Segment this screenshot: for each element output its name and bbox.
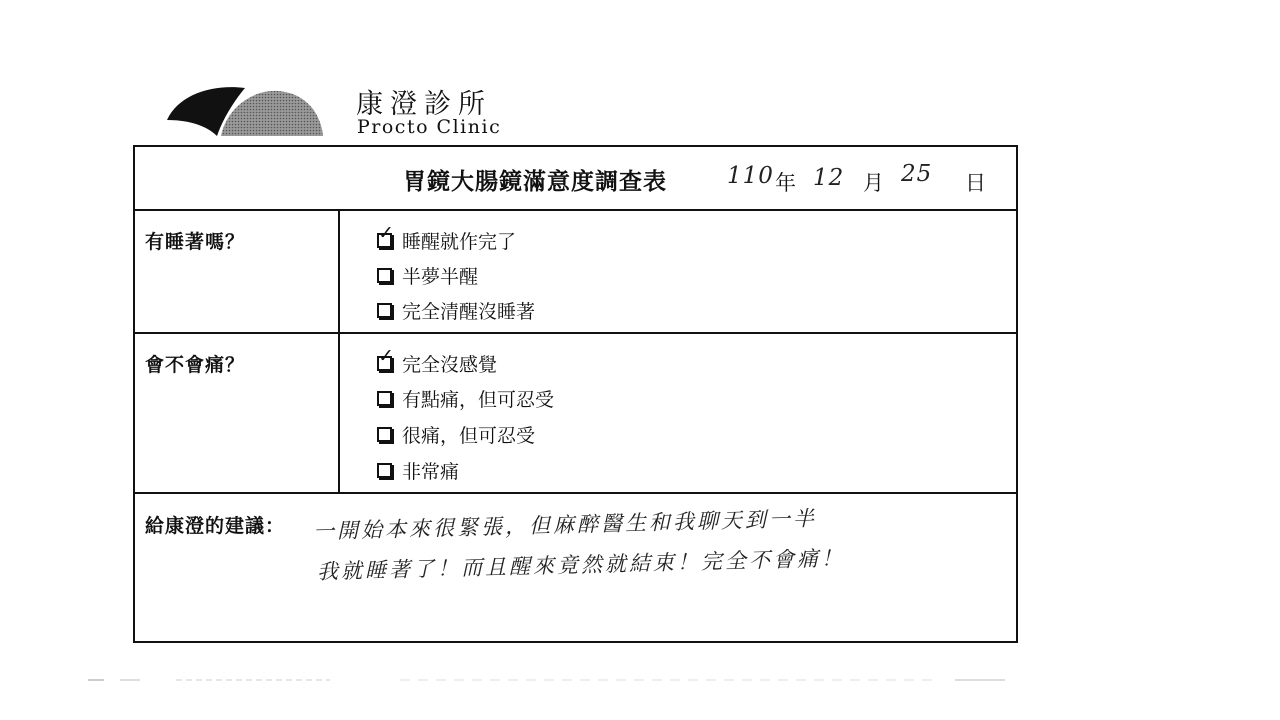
date-month[interactable]: 12 [813, 165, 845, 191]
option-label: 半夢半醒 [402, 266, 479, 288]
checkbox[interactable] [377, 303, 392, 318]
option-sleep-2[interactable] [377, 297, 535, 324]
date-year-unit: 年 [775, 171, 796, 195]
checkbox[interactable] [377, 463, 392, 478]
column-divider [338, 209, 340, 492]
option-label: 睡醒就作完了 [402, 231, 517, 253]
question-pain-label: 會不會痛？ [145, 354, 246, 376]
option-label: 完全清醒沒睡著 [402, 301, 536, 323]
option-pain-2[interactable] [377, 421, 535, 448]
checkbox[interactable] [377, 427, 392, 442]
checkbox[interactable] [377, 391, 392, 406]
date-month-unit: 月 [863, 171, 884, 195]
divider [135, 332, 1016, 334]
option-sleep-1[interactable] [377, 262, 478, 289]
divider [135, 492, 1016, 494]
clinic-logo [165, 84, 325, 140]
option-label: 有點痛，但可忍受 [402, 389, 555, 411]
date-day-unit: 日 [965, 171, 986, 195]
clinic-name-en: Procto Clinic [357, 116, 502, 138]
date-day[interactable]: 25 [901, 161, 933, 187]
option-pain-1[interactable] [377, 385, 554, 412]
suggestion-label: 給康澄的建議： [145, 515, 286, 537]
survey-form [133, 145, 1018, 643]
option-pain-3[interactable] [377, 457, 459, 484]
form-title: 胃鏡大腸鏡滿意度調查表 [403, 169, 667, 195]
checkbox[interactable] [377, 222, 394, 248]
checkbox[interactable] [377, 268, 392, 283]
date-year[interactable]: 110 [727, 163, 774, 189]
check-mark: ✓ [378, 345, 394, 367]
checkbox[interactable] [377, 345, 394, 371]
option-pain-0[interactable] [377, 345, 498, 377]
option-label: 非常痛 [402, 461, 460, 483]
question-sleep-label: 有睡著嗎？ [145, 231, 246, 253]
suggestion-line-2[interactable]: 我就睡著了！而且醒來竟然就結束！完全不會痛！ [316, 546, 846, 584]
divider [135, 209, 1016, 211]
option-label: 很痛，但可忍受 [402, 425, 536, 447]
check-mark: ✓ [378, 222, 394, 244]
scan-artifacts [0, 676, 1280, 706]
option-sleep-0[interactable] [377, 222, 517, 254]
clinic-name-zh: 康澄診所 [356, 89, 492, 120]
option-label: 完全沒感覺 [402, 354, 498, 376]
suggestion-line-1[interactable]: 一開始本來很緊張，但麻醉醫生和我聊天到一半 [312, 506, 818, 544]
